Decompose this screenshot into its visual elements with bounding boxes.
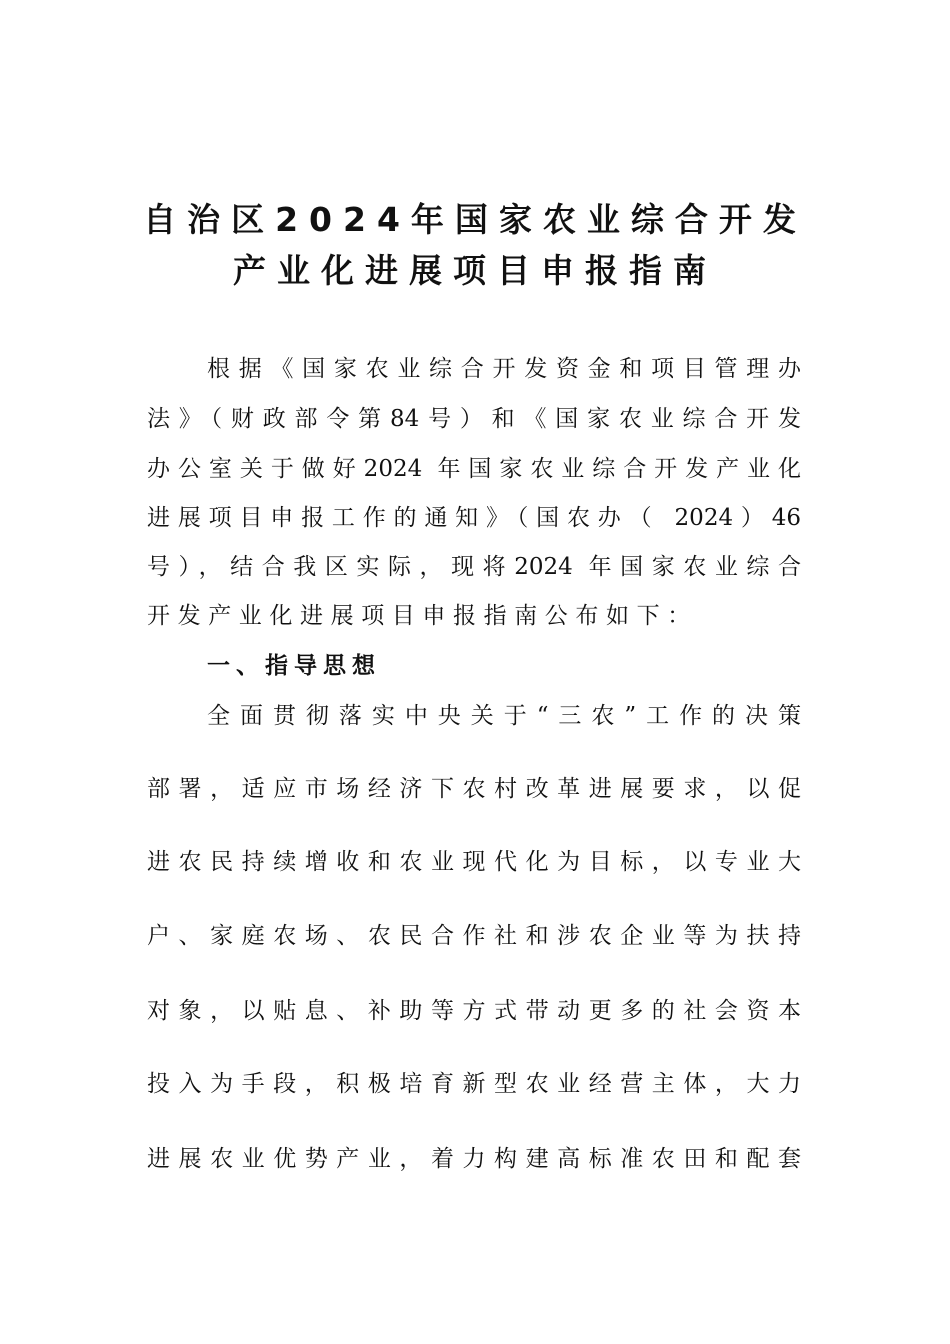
section-heading-guiding-ideology: 一、指导思想 (207, 653, 381, 679)
section1-line-5: 对象，以贴息、补助等方式带动更多的社会资本 (147, 998, 801, 1024)
intro-line-3: 办公室关于做好2024 年国家农业综合开发产业化 (147, 456, 801, 482)
section1-line-7: 进展农业优势产业，着力构建高标准农田和配套 (147, 1146, 801, 1172)
title-line-2: 产业化进展项目申报指南 (233, 251, 717, 290)
section1-line-4: 户、家庭农场、农民合作社和涉农企业等为扶持 (147, 923, 801, 949)
section1-line-1: 全面贯彻落实中央关于“三农”工作的决策 (207, 703, 801, 729)
title-line-1: 自治区2024年国家农业综合开发 (143, 200, 807, 239)
intro-line-1: 根据《国家农业综合开发资金和项目管理办 (207, 356, 801, 382)
intro-line-6: 开发产业化进展项目申报指南公布如下： (147, 603, 698, 629)
section1-line-6: 投入为手段，积极培育新型农业经营主体，大力 (147, 1071, 801, 1097)
intro-line-2: 法》（财政部令第84号）和《国家农业综合开发 (147, 406, 801, 432)
intro-line-5: 号），结合我区实际，现将2024 年国家农业综合 (147, 554, 801, 580)
section1-line-3: 进农民持续增收和农业现代化为目标，以专业大 (147, 849, 801, 875)
section1-line-2: 部署，适应市场经济下农村改革进展要求，以促 (147, 776, 801, 802)
intro-line-4: 进展项目申报工作的通知》（国农办（ 2024）46 (147, 505, 801, 531)
